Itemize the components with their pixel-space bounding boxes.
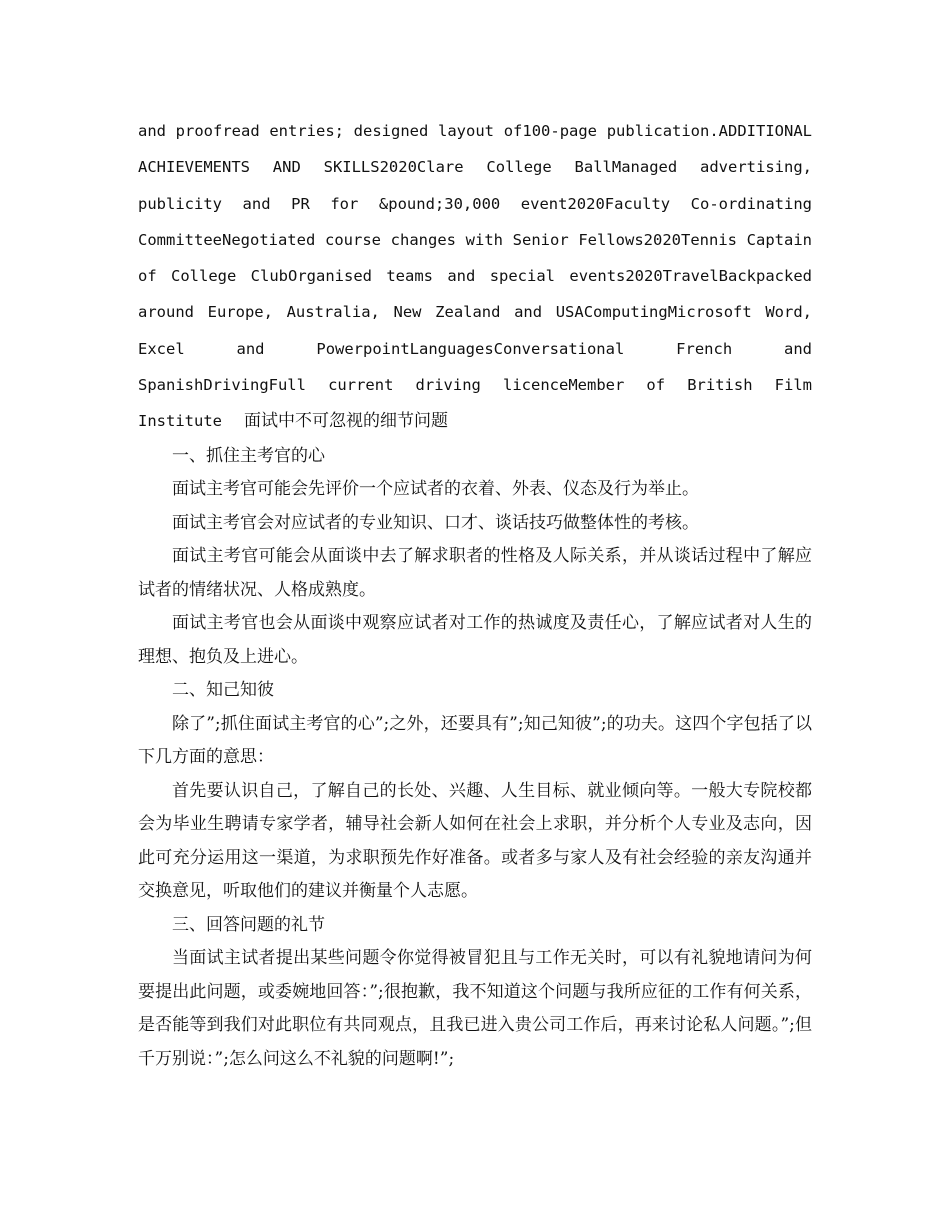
paragraph: 面试主考官可能会先评价一个应试者的衣着、外表、仪态及行为举止。 [172,479,699,500]
paragraph: 当面试主试者提出某些问题令你觉得被冒犯且与工作无关时，可以有礼貌地请问为何要提出此问题，或委婉地回答：”;很抱歉，我不知道这个问题与我所应征的工作有何关系，是否能等到我们对此职位有共同观点，且我已进入贵公司工作后，再来讨论私人问题。”;但千万别说：”;怎么问这么不礼貌的问题啊!”; [138,948,812,1069]
paragraph: 面试主考官也会从面谈中观察应试者对工作的热诚度及责任心，了解应试者对人生的理想、抱负及上进心。 [138,613,812,667]
section-heading-1: 一、抓住主考官的心 [172,445,325,466]
paragraph: 首先要认识自己，了解自己的长处、兴趣、人生目标、就业倾向等。一般大专院校都会为毕业生聘请专家学者，辅导社会新人如何在社会上求职，并分析个人专业及志向，因此可充分运用这一渠道，为求职预先作好准备。或者多与家人及有社会经验的亲友沟通并交换意见，听取他们的建议并衡量个人志愿。 [138,780,812,902]
resume-text-block [138,113,812,440]
article-title: 面试中不可忽视的细节问题 [244,411,448,432]
paragraph: 面试主考官可能会从面谈中去了解求职者的性格及人际关系，并从谈话过程中了解应试者的情绪状况、人格成熟度。 [138,546,812,600]
document-page [138,113,812,1076]
section-heading-2: 二、知己知彼 [172,680,274,701]
paragraph: 面试主考官会对应试者的专业知识、口才、谈话技巧做整体性的考核。 [172,512,699,533]
section-heading-3: 三、回答问题的礼节 [172,914,325,935]
resume-english-text: and proofread entries; designed layout of100-page publication.ADDITIONAL ACHIEVEMENTS AND SKILLS2020Clare College BallManaged advertising, publicity and PR for &pound;30,000 event2020Faculty Co-ordinating CommitteeNegotiated course changes with Senior Fellows2020Tennis Captain of College ClubOrganised teams and special events2020TravelBackpacked around Europe, Australia, New Zealand and USAComputingMicrosoft Word, Excel and PowerpointLanguagesConversational French and SpanishDrivingFull current driving licenceMember of British Film Institute [138,122,812,431]
paragraph: 除了”;抓住面试主考官的心”;之外，还要具有”;知己知彼”;的功夫。这四个字包括了以下几方面的意思： [138,713,812,768]
